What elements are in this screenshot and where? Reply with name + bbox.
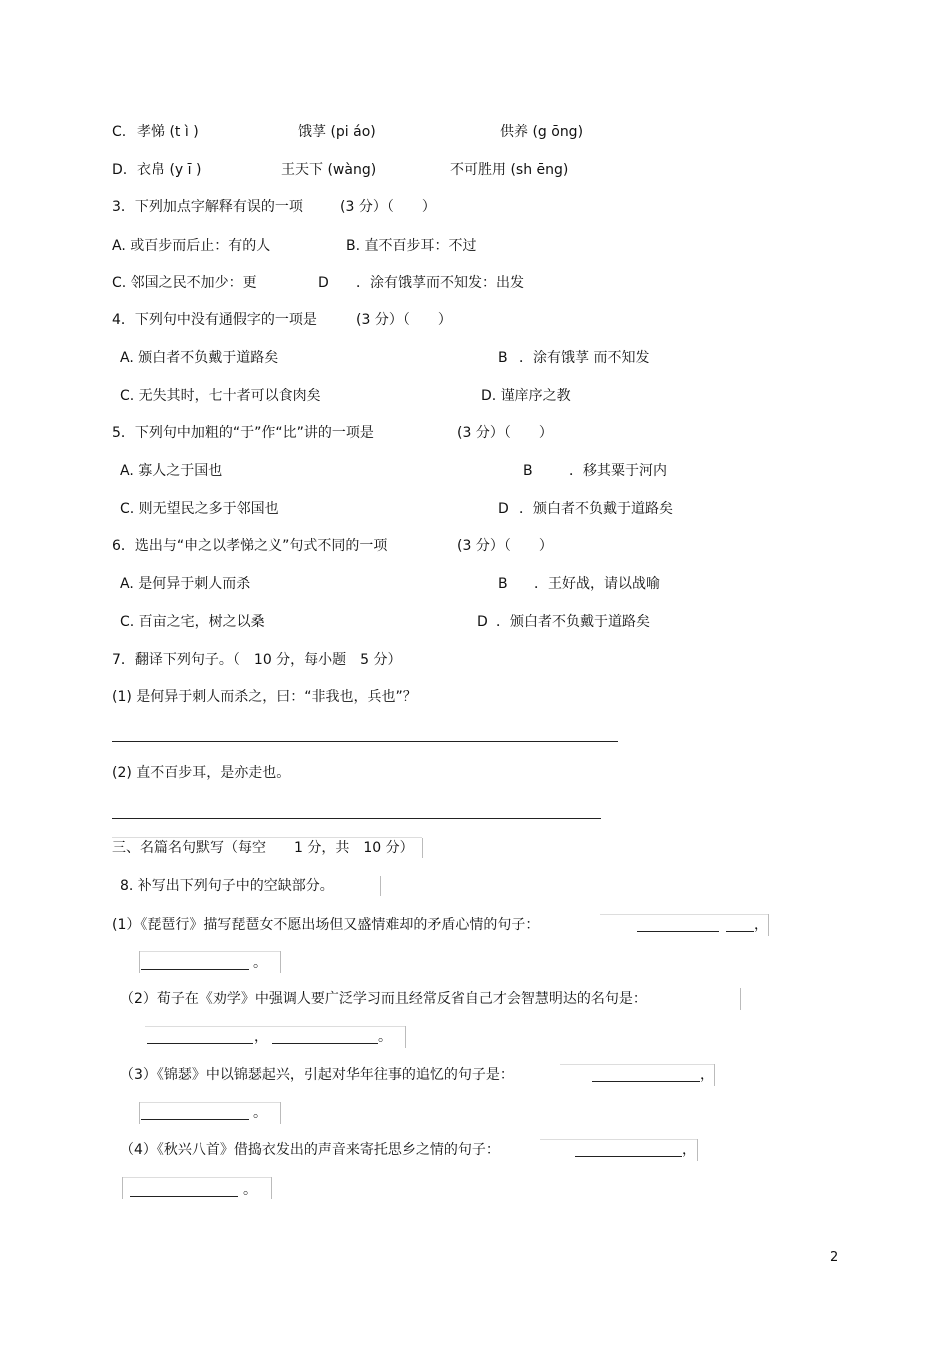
- comma: ，: [682, 1142, 696, 1158]
- option-d: ．颁白者不负戴于道路矣: [519, 501, 673, 517]
- divider: [768, 914, 769, 936]
- option-d: ．颁白者不负戴于道路矣: [496, 614, 650, 630]
- question-score: (3 分）（ ）: [340, 199, 436, 215]
- comma: ，: [754, 917, 768, 933]
- option-a: A. 颁白者不负戴于道路矣: [120, 350, 279, 366]
- divider: [122, 1177, 271, 1178]
- divider: [145, 1026, 405, 1027]
- period: 。: [253, 1105, 267, 1121]
- recitation-item-4: （4）《秋兴八首》借捣衣发出的声音来寄托思乡之情的句子：: [120, 1142, 500, 1158]
- option-a: A. 寡人之于国也: [120, 463, 223, 479]
- divider: [139, 1102, 140, 1124]
- question-text: 5．下列句中加粗的“于”作“比”讲的一项是: [112, 425, 374, 441]
- fill-blank[interactable]: [272, 1043, 378, 1044]
- option-b: ．移其粟于河内: [569, 463, 667, 479]
- period: 。: [378, 1029, 392, 1045]
- question-score: (3 分）（ ）: [356, 312, 452, 328]
- divider: [540, 1139, 697, 1140]
- comma: ，: [254, 1029, 268, 1045]
- option-d: ．涂有饿莩而不知发：出发: [356, 275, 524, 291]
- question-text: 3．下列加点字解释有误的一项: [112, 199, 303, 215]
- divider: [380, 876, 381, 896]
- recitation-item-2: （2）荀子在《劝学》中强调人要广泛学习而且经常反省自己才会智慧明达的名句是：: [120, 991, 647, 1007]
- divider: [740, 988, 741, 1010]
- q7-sentence-2: (2) 直不百步耳，是亦走也。: [112, 765, 291, 781]
- divider: [122, 1177, 123, 1199]
- option-c-item-2: 饿莩 (pi áo): [298, 124, 376, 140]
- option-d-label: D: [498, 501, 509, 517]
- option-b-label: B: [523, 463, 533, 479]
- recitation-item-3: （3）《锦瑟》中以锦瑟起兴，引起对华年往事的追忆的句子是：: [120, 1067, 514, 1083]
- divider: [271, 1177, 272, 1199]
- option-d-label: D: [477, 614, 488, 630]
- divider: [139, 951, 280, 952]
- fill-blank[interactable]: [726, 931, 754, 932]
- divider: [560, 1064, 714, 1065]
- page-number: 2: [830, 1250, 839, 1265]
- divider: [600, 914, 768, 915]
- option-c-item-1: 孝悌 (t ì ): [137, 124, 199, 140]
- fill-blank[interactable]: [130, 1196, 238, 1197]
- question-text: 4．下列句中没有通假字的一项是: [112, 312, 317, 328]
- option-a: A. 是何异于刺人而杀: [120, 576, 251, 592]
- option-d: D. 谨庠序之教: [481, 388, 571, 404]
- q7-sentence-1: (1) 是何异于刺人而杀之，曰：“非我也，兵也”？: [112, 689, 417, 705]
- option-b-label: B: [498, 350, 508, 366]
- divider: [139, 1102, 280, 1103]
- option-b: ．王好战，请以战喻: [534, 576, 660, 592]
- comma: ，: [700, 1067, 714, 1083]
- fill-blank[interactable]: [575, 1156, 682, 1157]
- option-d-item-2: 王天下 (wàng): [281, 162, 377, 178]
- option-d-item-1: 衣帛 (y ī ): [137, 162, 202, 178]
- fill-blank[interactable]: [147, 1043, 253, 1044]
- divider: [714, 1064, 715, 1086]
- fill-blank[interactable]: [141, 1119, 249, 1120]
- divider: [280, 951, 281, 973]
- answer-line[interactable]: [112, 818, 601, 819]
- question-score: (3 分）（ ）: [457, 538, 553, 554]
- option-b-label: B: [498, 576, 508, 592]
- option-d-label: D: [318, 275, 329, 291]
- recitation-item-1: (1）《琵琶行》描写琵琶女不愿出场但又盛情难却的矛盾心情的句子：: [112, 917, 540, 933]
- divider: [697, 1139, 698, 1161]
- option-b: B. 直不百步耳：不过: [346, 238, 477, 254]
- q7-stem: 7．翻译下列句子。（ 10 分，每小题 5 分）: [112, 652, 402, 668]
- option-d-item-3: 不可胜用 (sh ēng): [450, 162, 569, 178]
- divider: [405, 1026, 406, 1048]
- divider: [112, 837, 422, 838]
- section-3-heading: 三、名篇名句默写（每空 1 分，共 10 分）: [112, 840, 414, 856]
- fill-blank[interactable]: [637, 931, 719, 932]
- question-score: (3 分）（ ）: [457, 425, 553, 441]
- option-label: C.: [112, 124, 127, 140]
- q8-stem: 8. 补写出下列句子中的空缺部分。: [120, 878, 334, 894]
- question-text: 6．选出与“申之以孝悌之义”句式不同的一项: [112, 538, 388, 554]
- option-b: ．涂有饿莩 而不知发: [519, 350, 650, 366]
- divider: [422, 838, 423, 858]
- fill-blank[interactable]: [592, 1081, 700, 1082]
- divider: [280, 1102, 281, 1124]
- option-a: A. 或百步而后止：有的人: [112, 238, 271, 254]
- option-c: C. 百亩之宅，树之以桑: [120, 614, 265, 630]
- option-c: C. 邻国之民不加少：更: [112, 275, 257, 291]
- option-c-item-3: 供养 (g ōng): [500, 124, 584, 140]
- divider: [139, 951, 140, 973]
- fill-blank[interactable]: [141, 969, 249, 970]
- period: 。: [243, 1182, 257, 1198]
- option-c: C. 则无望民之多于邻国也: [120, 501, 279, 517]
- answer-line[interactable]: [112, 741, 618, 742]
- option-c: C. 无失其时，七十者可以食肉矣: [120, 388, 321, 404]
- period: 。: [253, 955, 267, 971]
- option-label: D.: [112, 162, 128, 178]
